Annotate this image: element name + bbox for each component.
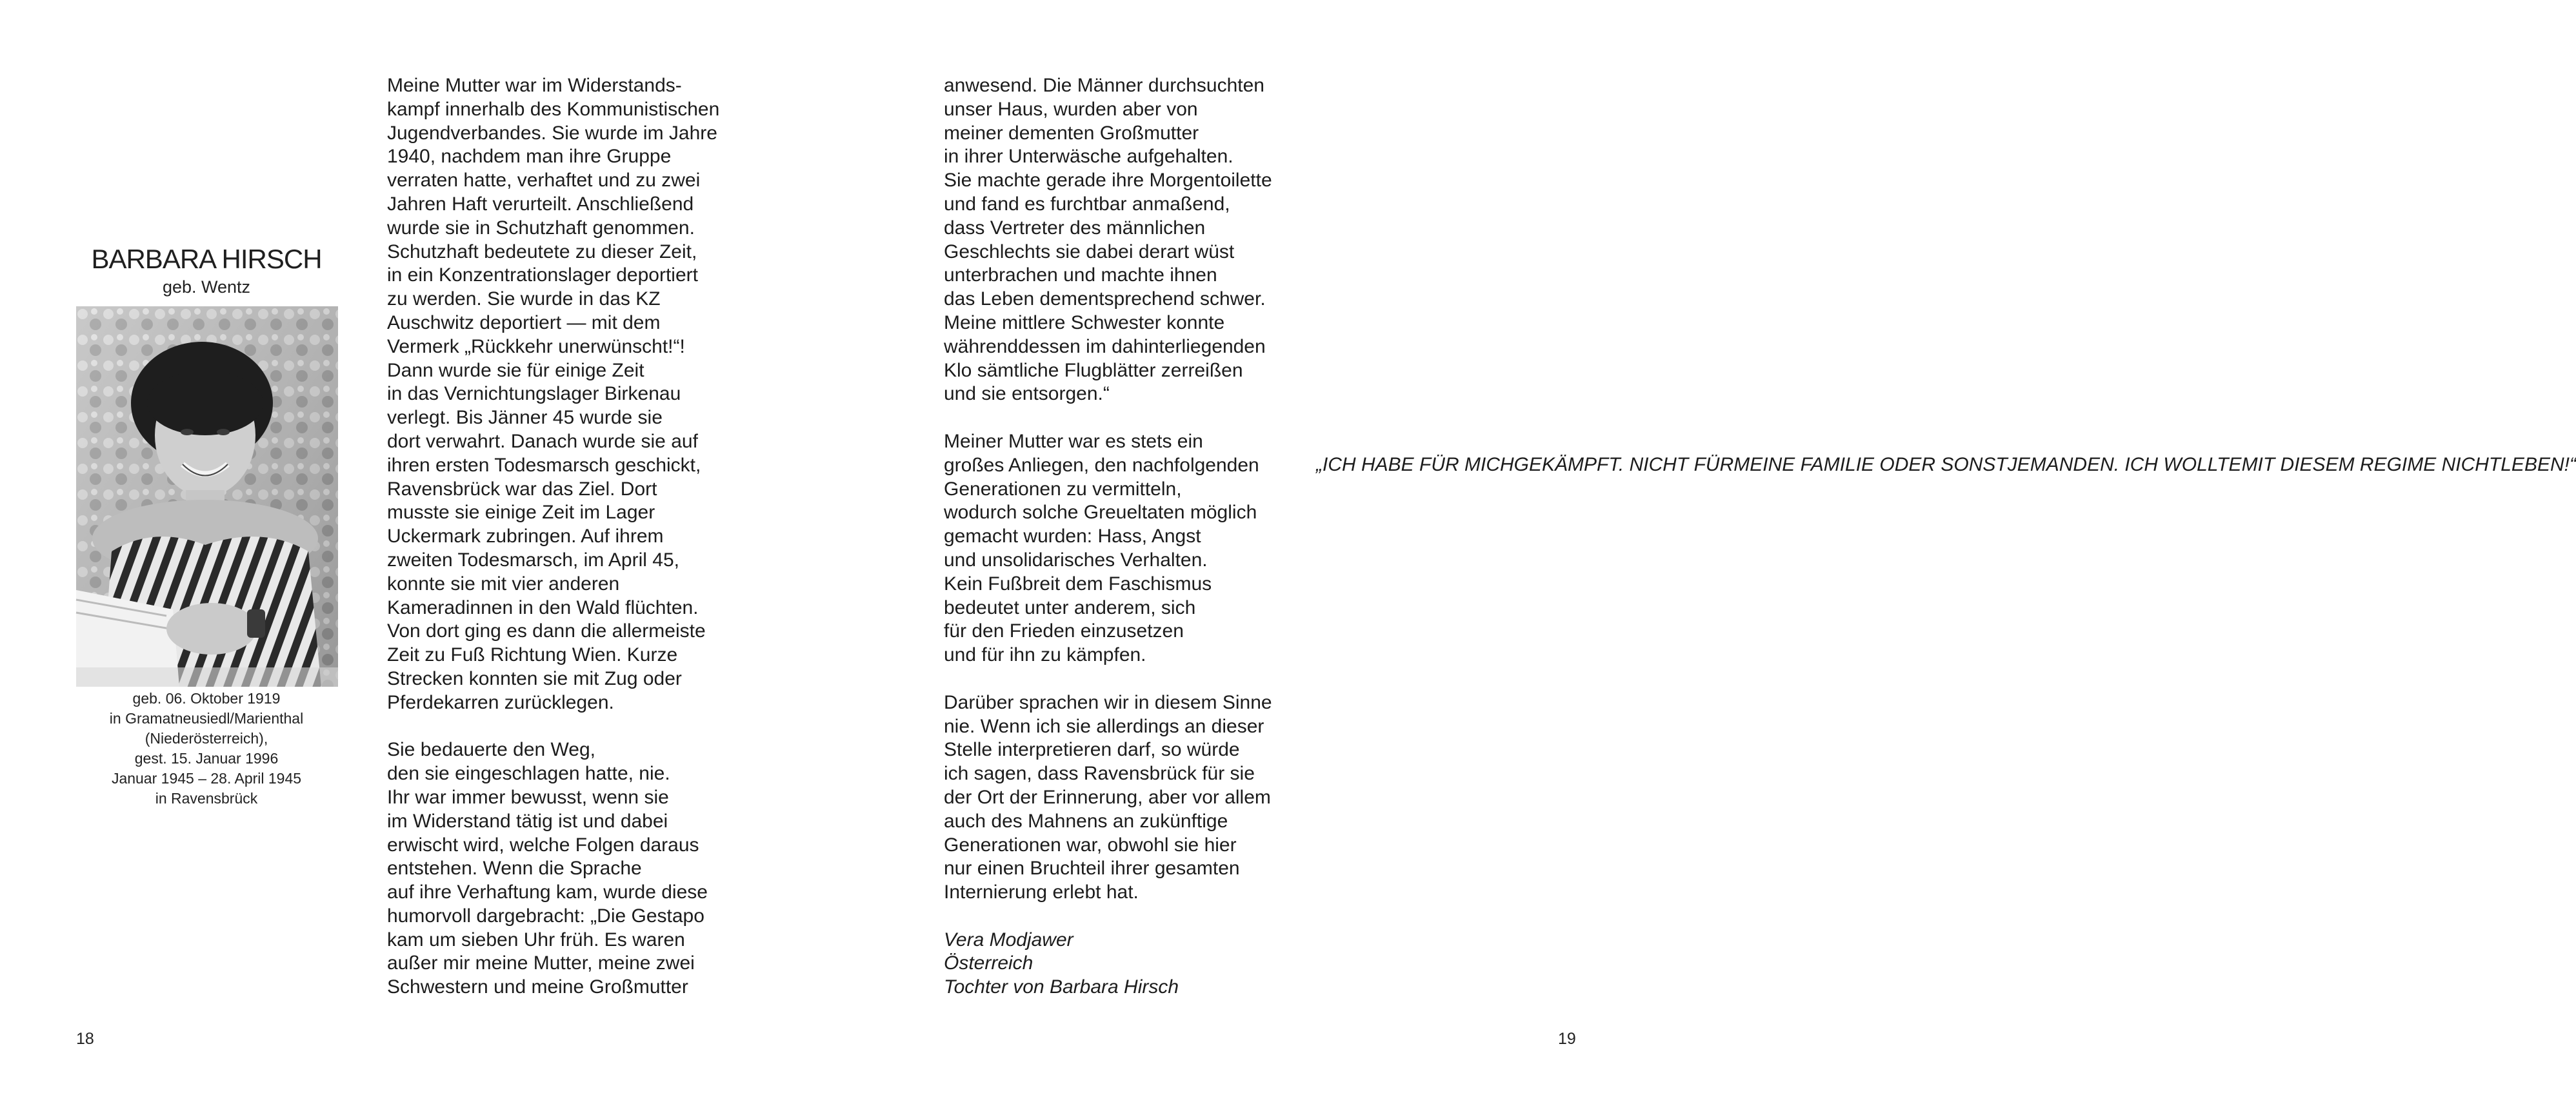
text-line: Strecken konnten sie mit Zug oder <box>387 667 682 689</box>
text-line: verraten hatte, verhaftet und zu zwei <box>387 170 701 192</box>
text-column-left <box>387 74 748 1000</box>
text-line: „ICH HABE FÜR MICH <box>1316 454 1514 475</box>
text-line: unser Haus, wurden aber von <box>944 98 1198 120</box>
text-line: und für ihn zu kämpfen. <box>944 644 1146 666</box>
text-line: wurde sie in Schutzhaft genommen. <box>387 217 695 239</box>
text-line: Schwestern und meine Großmutter <box>387 976 688 998</box>
paragraph <box>387 738 748 1000</box>
text-line: kampf innerhalb des Kommunistischen <box>387 98 720 120</box>
text-line: Meiner Mutter war es stets ein <box>944 430 1203 452</box>
text-line: Generationen zu vermitteln, <box>944 478 1182 500</box>
text-line: 1940, nachdem man ihre Gruppe <box>387 146 672 168</box>
text-line: entstehen. Wenn die Sprache <box>387 858 642 880</box>
text-line: Kameradinnen in den Wald flüchten. <box>387 596 699 618</box>
text-line: im Widerstand tätig ist und dabei <box>387 810 668 832</box>
text-line: musste sie einige Zeit im Lager <box>387 502 655 524</box>
text-line: Klo sämtliche Flugblätter zerreißen <box>944 359 1243 381</box>
text-line: das Leben dementsprechend schwer. <box>944 288 1266 310</box>
text-line: Sie machte gerade ihre Morgentoilette <box>944 170 1272 192</box>
text-line: nur einen Bruchteil ihrer gesamten <box>944 858 1240 880</box>
text-line: Stelle interpretieren darf, so würde <box>944 739 1240 761</box>
pull-quote <box>1316 453 2576 477</box>
text-line: Jugendverbandes. Sie wurde im Jahre <box>387 122 717 144</box>
text-line: für den Frieden einzusetzen <box>944 620 1184 642</box>
text-line: meiner dementen Großmutter <box>944 122 1199 144</box>
text-line: Schutzhaft bedeutete zu dieser Zeit, <box>387 241 697 262</box>
text-line: zweiten Todesmarsch, im April 45, <box>387 549 679 571</box>
birth-name: geb. Wentz <box>162 277 251 297</box>
text-line: den sie eingeschlagen hatte, nie. <box>387 763 670 785</box>
text-line: bedeutet unter anderem, sich <box>944 596 1196 618</box>
text-line: GEKÄMPFT. NICHT FÜR <box>1513 454 1734 475</box>
text-line: Zeit zu Fuß Richtung Wien. Kurze <box>387 644 678 666</box>
text-line: außer mir meine Mutter, meine zwei <box>387 952 695 974</box>
text-line: Uckermark zubringen. Auf ihrem <box>387 526 664 547</box>
caption-line: Januar 1945 – 28. April 1945 <box>111 770 302 787</box>
text-line: und unsolidarisches Verhalten. <box>944 549 1208 571</box>
text-line: LEBEN!“ <box>2501 454 2576 475</box>
text-line: Ihr war immer bewusst, wenn sie <box>387 786 669 808</box>
text-line: auch des Mahnens an zukünftige <box>944 810 1228 832</box>
text-line: Meine mittlere Schwester konnte <box>944 311 1225 333</box>
paragraph <box>387 74 748 715</box>
text-line: gemacht wurden: Hass, Angst <box>944 526 1201 547</box>
text-line: Tochter von Barbara Hirsch <box>944 976 1179 998</box>
text-line: erwischt wird, welche Folgen daraus <box>387 834 699 856</box>
text-line: Kein Fußbreit dem Faschismus <box>944 573 1212 595</box>
caption-line: geb. 06. Oktober 1919 <box>132 690 281 707</box>
text-line: Ravensbrück war das Ziel. Dort <box>387 478 657 500</box>
caption-line: in Gramatneusiedl/Marienthal <box>109 710 304 727</box>
paragraph <box>944 430 1305 667</box>
text-line: Jahren Haft verurteilt. Anschließend <box>387 193 694 215</box>
text-line: dort verwahrt. Danach wurde sie auf <box>387 430 698 452</box>
text-line: verlegt. Bis Jänner 45 wurde sie <box>387 407 663 429</box>
text-line: konnte sie mit vier anderen <box>387 573 620 595</box>
text-line: wodurch solche Greueltaten möglich <box>944 502 1257 524</box>
text-line: Sie bedauerte den Weg, <box>387 739 596 761</box>
text-line: ich sagen, dass Ravensbrück für sie <box>944 763 1255 785</box>
text-line: in ein Konzentrationslager deportiert <box>387 264 698 286</box>
text-line: kam um sieben Uhr früh. Es waren <box>387 929 685 950</box>
caption-line: gest. 15. Januar 1996 <box>134 750 279 767</box>
text-line: ihren ersten Todesmarsch geschickt, <box>387 454 701 476</box>
page-number-right: 19 <box>1558 1030 1576 1048</box>
text-line: Internierung erlebt hat. <box>944 882 1139 903</box>
text-line: Meine Mutter war im Widerstands- <box>387 75 682 96</box>
text-line: Geschlechts sie dabei derart wüst <box>944 241 1235 262</box>
person-name: BARBARA HIRSCH <box>91 244 322 274</box>
text-line: Dann wurde sie für einige Zeit <box>387 359 644 381</box>
text-line: in ihrer Unterwäsche aufgehalten. <box>944 146 1233 168</box>
text-line: dass Vertreter des männlichen <box>944 217 1206 239</box>
text-line: zu werden. Sie wurde in das KZ <box>387 288 661 310</box>
text-line: Auschwitz deportiert — mit dem <box>387 311 661 333</box>
text-line: nie. Wenn ich sie allerdings an dieser <box>944 715 1264 737</box>
text-line: großes Anliegen, den nachfolgenden <box>944 454 1259 476</box>
text-line: MIT DIESEM REGIME NICHT <box>2241 454 2501 475</box>
caption-line: (Niederösterreich), <box>145 730 268 747</box>
text-line: währenddessen im dahinterliegenden <box>944 335 1266 357</box>
text-line: der Ort der Erinnerung, aber vor allem <box>944 786 1271 808</box>
text-line: Vera Modjawer <box>944 929 1073 950</box>
portrait-photo <box>76 306 338 687</box>
author-signature <box>944 929 1305 1000</box>
text-line: Von dort ging es dann die allermeiste <box>387 620 706 642</box>
text-line: Darüber sprachen wir in diesem Sinne <box>944 691 1272 713</box>
text-line: Generationen war, obwohl sie hier <box>944 834 1237 856</box>
text-line: Pferdekarren zurücklegen. <box>387 691 614 713</box>
text-line: und fand es furchtbar anmaßend, <box>944 193 1230 215</box>
text-line: und sie entsorgen.“ <box>944 383 1110 405</box>
text-line: auf ihre Verhaftung kam, wurde diese <box>387 882 708 903</box>
text-line: unterbrachen und machte ihnen <box>944 264 1217 286</box>
text-line: Österreich <box>944 952 1033 974</box>
text-column-right <box>944 74 1305 1000</box>
paragraph <box>944 691 1305 905</box>
caption-line: in Ravensbrück <box>155 790 258 807</box>
text-line: JEMANDEN. ICH WOLLTE <box>2007 454 2242 475</box>
text-line: MEINE FAMILIE ODER SONST <box>1733 454 2008 475</box>
text-line: in das Vernichtungslager Birkenau <box>387 383 681 405</box>
text-line: humorvoll dargebracht: „Die Gestapo <box>387 905 704 927</box>
photo-caption <box>77 689 335 809</box>
text-line: anwesend. Die Männer durchsuchten <box>944 75 1264 96</box>
page-number-left: 18 <box>76 1030 94 1048</box>
paragraph <box>944 74 1305 406</box>
text-line: Vermerk „Rückkehr unerwünscht!“! <box>387 335 685 357</box>
